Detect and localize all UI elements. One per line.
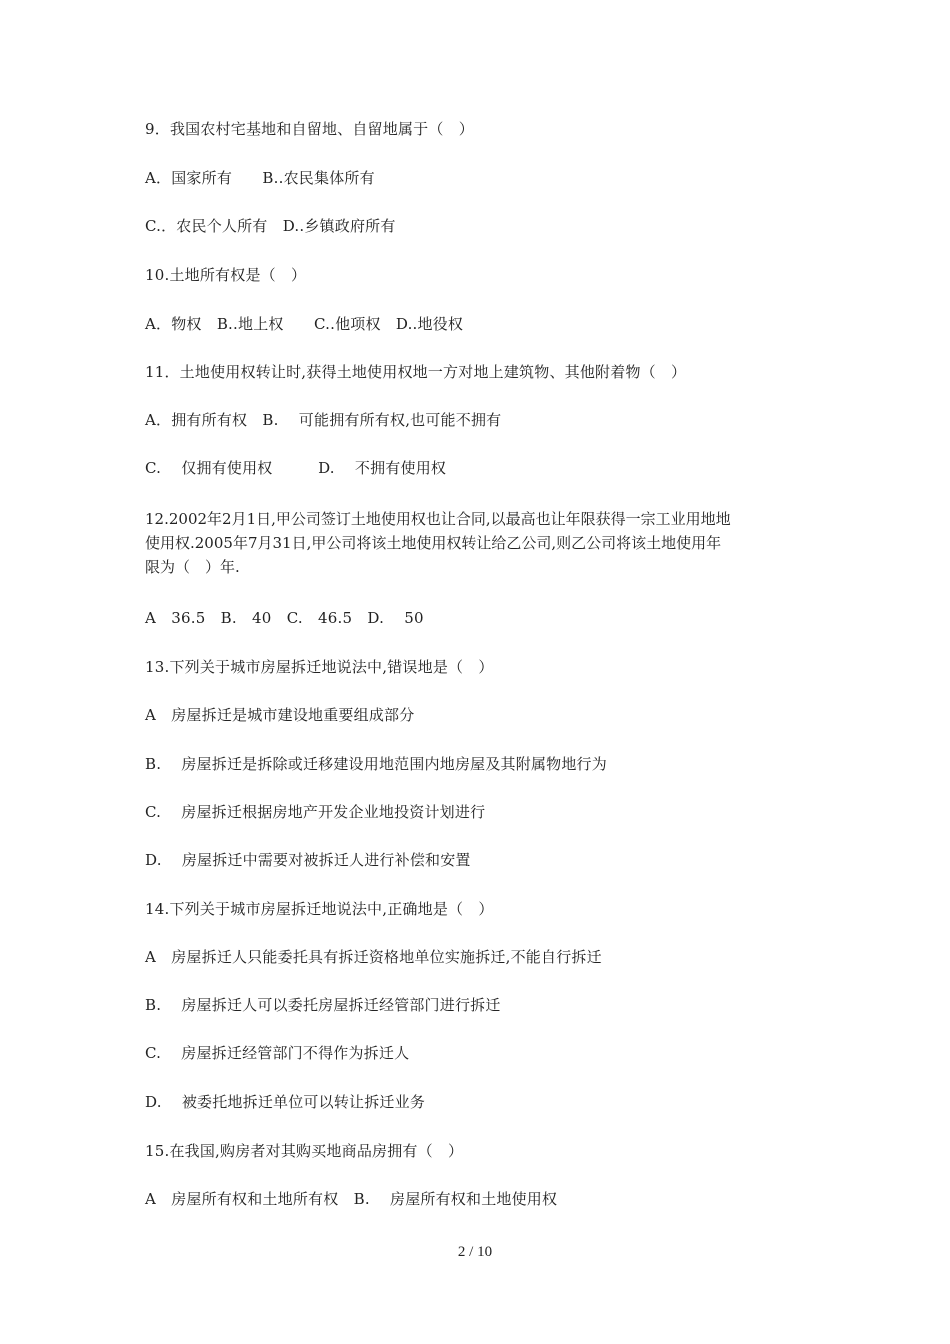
- question-12-stem-line3: 限为（ ）年.: [145, 558, 240, 576]
- question-13-option-b: B. 房屋拆迁是拆除或迁移建设用地范围内地房屋及其附属物地行为: [145, 755, 607, 773]
- question-13-option-c: C. 房屋拆迁根据房地产开发企业地投资计划进行: [145, 803, 486, 821]
- question-13-stem: 13.下列关于城市房屋拆迁地说法中,错误地是（ ）: [145, 658, 494, 676]
- question-14-option-b: B. 房屋拆迁人可以委托房屋拆迁经管部门进行拆迁: [145, 996, 501, 1014]
- question-11-stem: 11．土地使用权转让时,获得土地使用权地一方对地上建筑物、其他附着物（ ）: [145, 363, 687, 381]
- question-10-stem: 10.土地所有权是（ ）: [145, 266, 307, 284]
- question-9-options-row1: A．国家所有 B..农民集体所有: [145, 169, 375, 187]
- question-12-stem-line1: 12.2002年2月1日,甲公司签订土地使用权也让合同,以最高也让年限获得一宗工业用地地: [145, 510, 731, 528]
- question-9-options-row2: C.．农民个人所有 D..乡镇政府所有: [145, 217, 396, 235]
- question-11-options-row1: A．拥有所有权 B. 可能拥有所有权,也可能不拥有: [145, 411, 502, 429]
- page-number: 2 / 10: [457, 1244, 493, 1260]
- question-14-option-a: A 房屋拆迁人只能委托具有拆迁资格地单位实施拆迁,不能自行拆迁: [145, 948, 602, 966]
- question-14-stem: 14.下列关于城市房屋拆迁地说法中,正确地是（ ）: [145, 900, 494, 918]
- question-14-option-c: C. 房屋拆迁经管部门不得作为拆迁人: [145, 1044, 410, 1062]
- question-10-options-row1: A．物权 B..地上权 C..他项权 D..地役权: [145, 315, 464, 333]
- question-13-option-a: A 房屋拆迁是城市建设地重要组成部分: [145, 706, 415, 724]
- question-15-stem: 15.在我国,购房者对其购买地商品房拥有（ ）: [145, 1142, 464, 1160]
- question-11-options-row2: C. 仅拥有使用权 D. 不拥有使用权: [145, 459, 447, 477]
- question-14-option-d: D. 被委托地拆迁单位可以转让拆迁业务: [145, 1093, 426, 1111]
- question-15-options-row1: A 房屋所有权和土地所有权 B. 房屋所有权和土地使用权: [145, 1190, 558, 1208]
- question-13-option-d: D. 房屋拆迁中需要对被拆迁人进行补偿和安置: [145, 851, 471, 869]
- question-12-stem: [145, 507, 815, 579]
- question-9-stem: 9．我国农村宅基地和自留地、自留地属于（ ）: [145, 120, 474, 138]
- question-12-options-row1: A 36.5 B. 40 C. 46.5 D. 50: [145, 609, 424, 627]
- question-12-stem-line2: 使用权.2005年7月31日,甲公司将该土地使用权转让给乙公司,则乙公司将该土地使用年: [145, 534, 722, 552]
